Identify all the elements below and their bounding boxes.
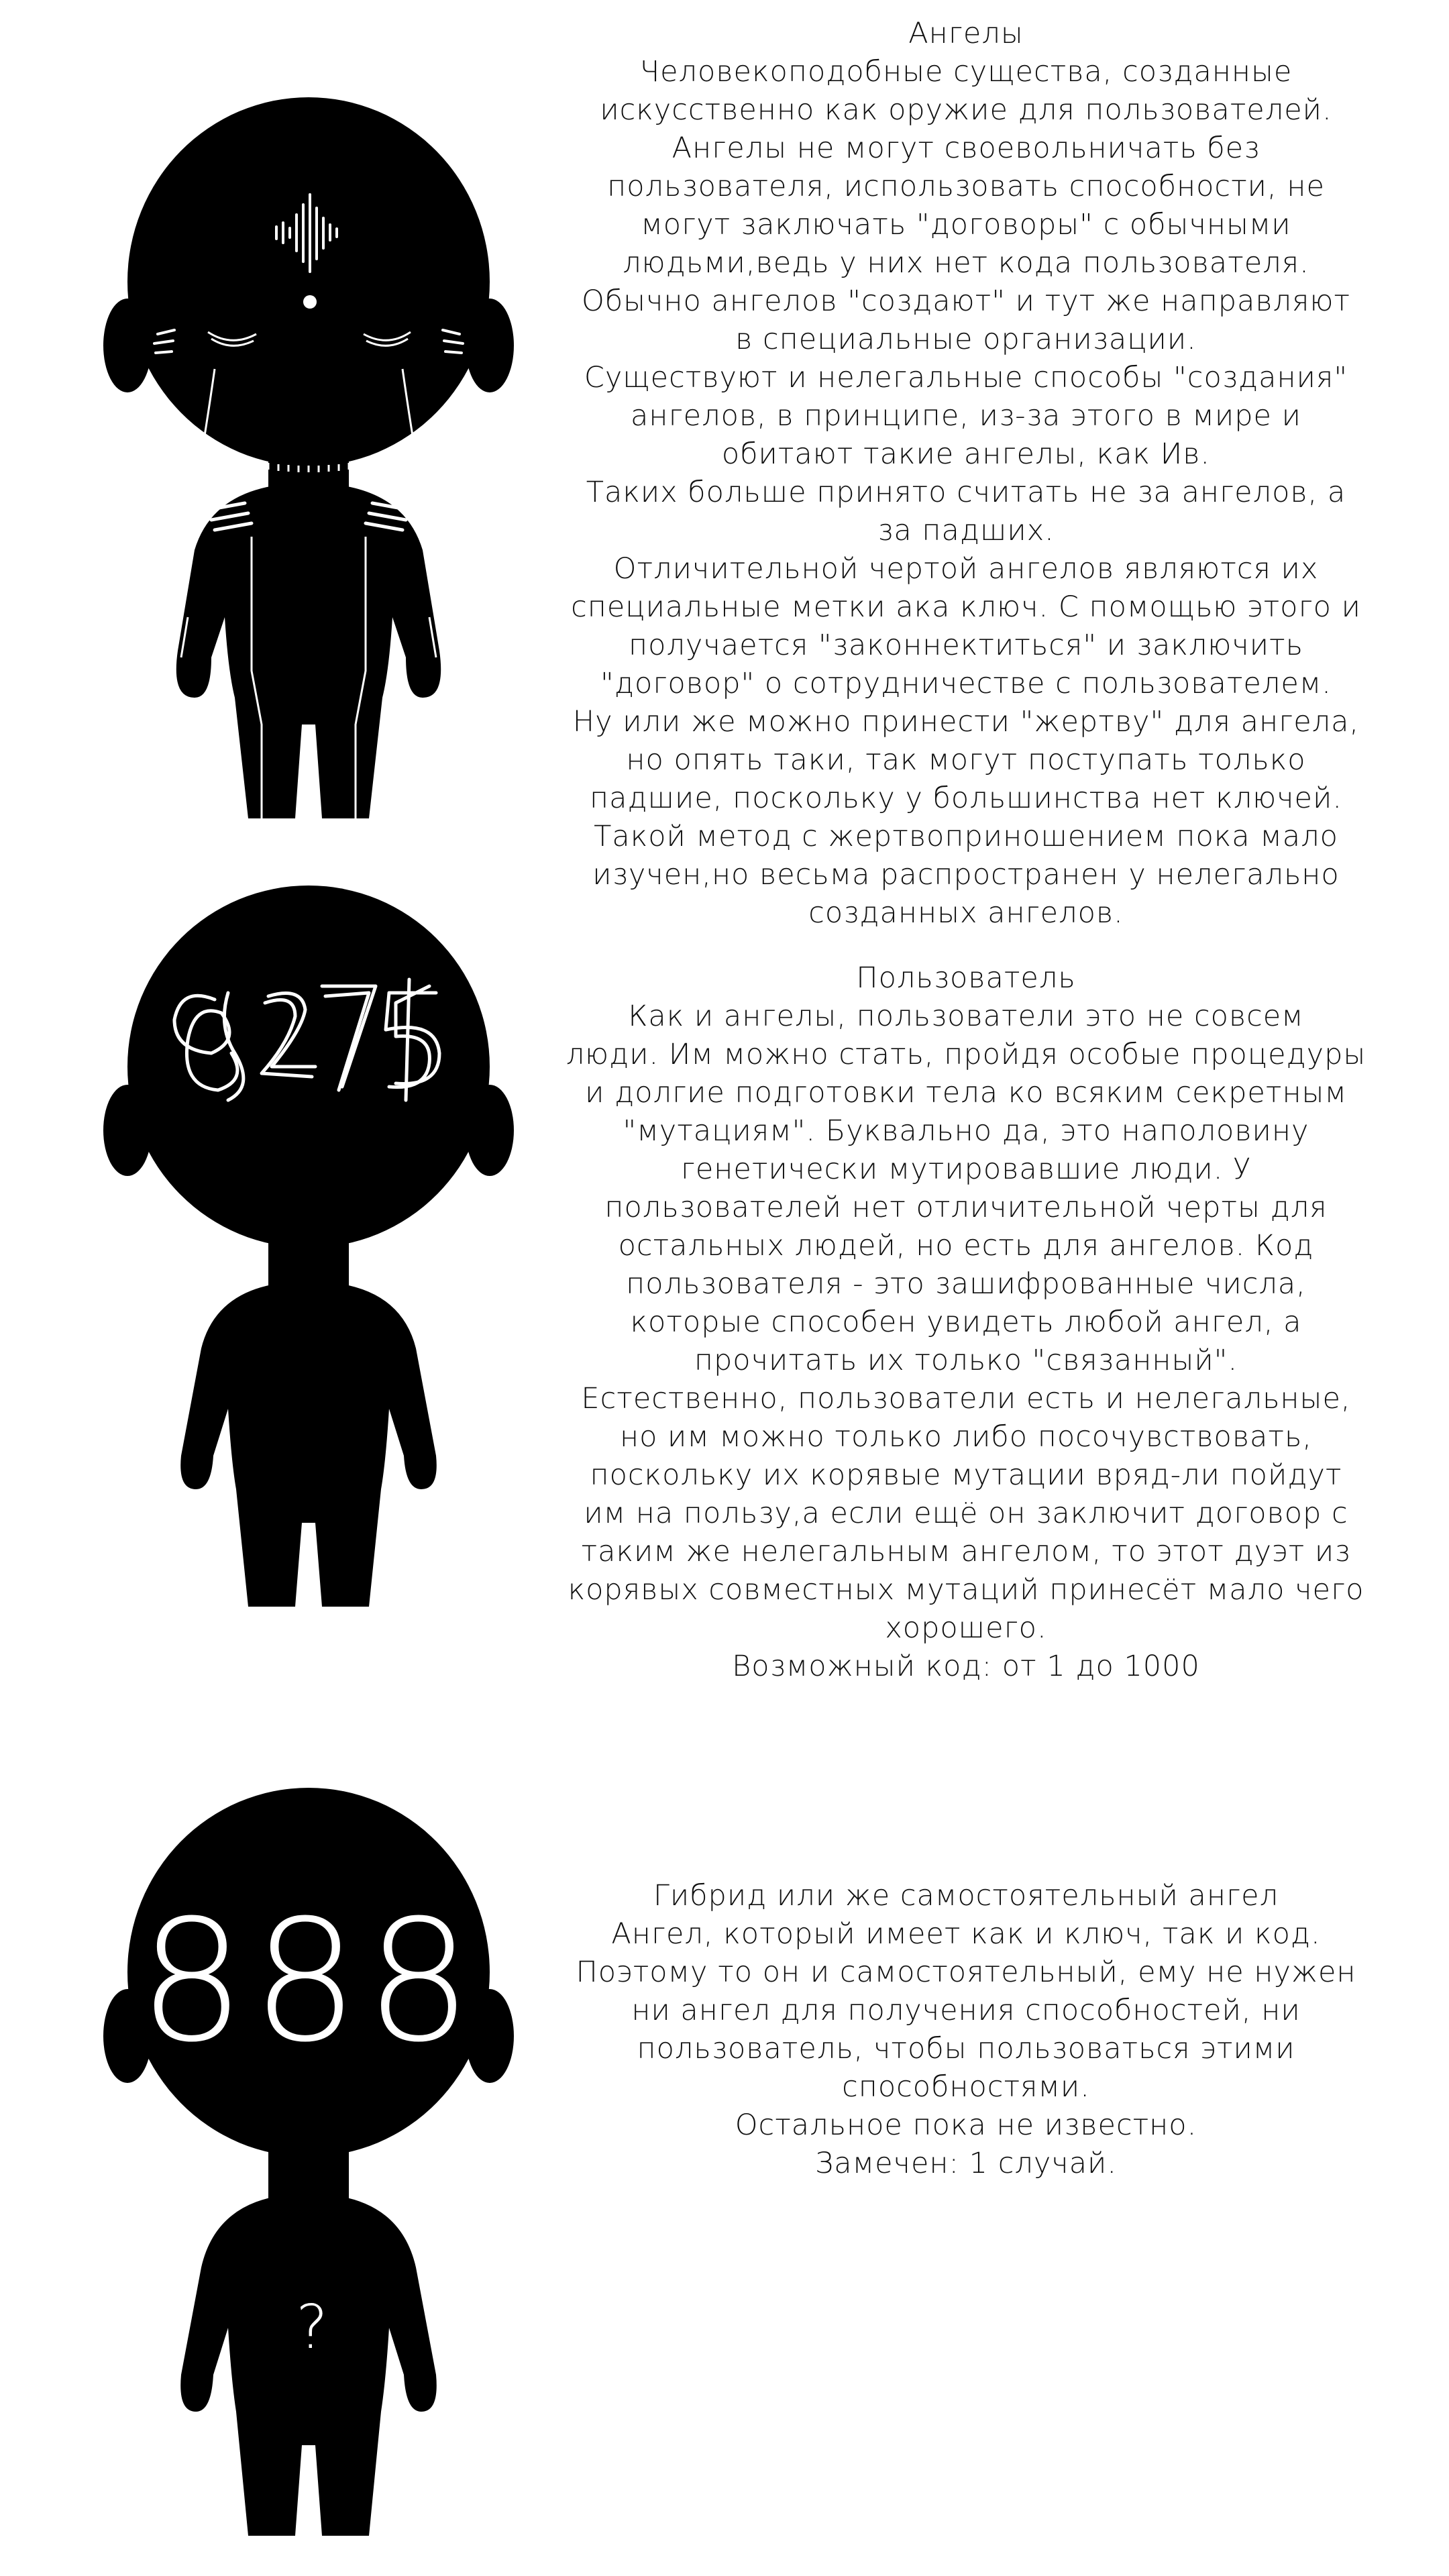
text-line: Ангелы не могут своевольничать без	[672, 131, 1260, 165]
text-line: созданных ангелов.	[808, 896, 1124, 930]
text-line: пользователь, чтобы пользоваться этими	[637, 2032, 1295, 2065]
angel-forehead-dot	[303, 295, 317, 309]
text-line: поскольку их корявые мутации вряд-ли пойдут	[590, 1458, 1342, 1492]
text-line: специальные метки ака ключ. С помощью этого и	[571, 590, 1361, 624]
user-title: Пользователь	[856, 961, 1076, 995]
text-line: людьми,ведь у них нет кода пользователя.	[623, 246, 1309, 280]
angel-figure	[101, 80, 517, 832]
text-line: за падших.	[877, 514, 1055, 547]
angels-title: Ангелы	[908, 17, 1024, 50]
hybrid-head-code: 888	[138, 1884, 479, 2079]
text-line: пользователей нет отличительной черты для	[604, 1191, 1328, 1224]
text-line: таким же нелегальным ангелом, то этот дуэт из	[581, 1535, 1351, 1568]
text-line: Таких больше принято считать не за ангелов, а	[586, 476, 1346, 509]
text-line: "мутациям". Буквально да, это наполовину	[623, 1114, 1309, 1148]
text-line: "договор" о сотрудничестве с пользователем.	[600, 667, 1332, 700]
text-line: Обычно ангелов "создают" и тут же направляют	[581, 284, 1351, 318]
text-line: Поэтому то он и самостоятельный, ему не нужен	[576, 1955, 1356, 1989]
hybrid-description	[517, 1877, 1415, 2183]
text-line: прочитать их только "связанный".	[694, 1344, 1238, 1377]
text-line: Естественно, пользователи есть и нелегальные,	[581, 1382, 1351, 1415]
angel-head	[127, 97, 490, 466]
text-line: Такой метод с жертвоприношением пока мало	[594, 820, 1338, 853]
text-line: изучен,но весьма распространен у нелегально	[592, 858, 1340, 892]
hybrid-section	[0, 1744, 1449, 2576]
text-line: искусственно как оружие для пользователей.	[600, 93, 1332, 127]
text-line: и долгие подготовки тела ко всяким секретным	[585, 1076, 1347, 1110]
angel-section	[0, 0, 1449, 930]
text-line: Остальное пока не известно.	[735, 2108, 1197, 2142]
user-code-label: 8275	[101, 885, 103, 886]
text-line: Ангел, который имеет как и ключ, так и код.	[611, 1917, 1321, 1951]
user-body	[180, 1281, 437, 1607]
hybrid-figure	[101, 1778, 517, 2542]
text-line: которые способен увидеть любой ангел, а	[630, 1305, 1302, 1339]
text-line: Ну или же можно принести "жертву" для ангела,	[572, 705, 1360, 739]
text-line: но им можно только либо посочувствовать,	[619, 1420, 1313, 1454]
text-line: Отличительной чертой ангелов являются их	[613, 552, 1319, 586]
text-line: корявых совместных мутаций принесёт мало чего	[568, 1573, 1364, 1607]
text-line: получается "законнектиться" и заключить	[629, 629, 1303, 662]
text-line: Как и ангелы, пользователи это не совсем	[628, 1000, 1304, 1033]
text-line: способностями.	[842, 2070, 1090, 2104]
text-line: падшие, поскольку у большинства нет ключей.	[590, 782, 1342, 815]
text-line: генетически мутировавшие люди. У	[680, 1152, 1252, 1186]
text-line: ни ангел для получения способностей, ни	[631, 1994, 1301, 2027]
text-line: Замечен: 1 случай.	[814, 2147, 1118, 2180]
text-line: Человекоподобные существа, созданные	[639, 55, 1293, 89]
text-line: люди. Им можно стать, пройдя особые процедуры	[566, 1038, 1366, 1071]
text-line: могут заключать "договоры" с обычными	[641, 208, 1291, 241]
text-line: но опять таки, так могут поступать только	[626, 743, 1306, 777]
possible-code-line: Возможный код: от 1 до 1000	[732, 1650, 1200, 1683]
text-line: пользователя, использовать способности, не	[607, 170, 1325, 203]
angels-description	[523, 15, 1409, 932]
text-line: пользователя - это зашифрованные числа,	[626, 1267, 1306, 1301]
text-line: хорошего.	[885, 1611, 1047, 1645]
text-line: Существуют и нелегальные способы "создания"	[584, 361, 1348, 394]
user-section	[0, 872, 1449, 1744]
hybrid-title: Гибрид или же самостоятельный ангел	[653, 1879, 1279, 1913]
text-line: им на пользу,а если ещё он заключит договор с	[584, 1497, 1348, 1530]
text-line: остальных людей, но есть для ангелов. Код	[618, 1229, 1314, 1263]
hybrid-body-mark: ?	[296, 2292, 328, 2363]
hybrid-body	[180, 2194, 437, 2536]
text-line: обитают такие ангелы, как Ив.	[721, 437, 1211, 471]
user-description	[517, 959, 1415, 1686]
text-line: в специальные организации.	[735, 323, 1197, 356]
angel-body	[176, 483, 441, 818]
text-line: ангелов, в принципе, из-за этого в мире и	[631, 399, 1301, 433]
user-figure	[101, 885, 517, 1610]
